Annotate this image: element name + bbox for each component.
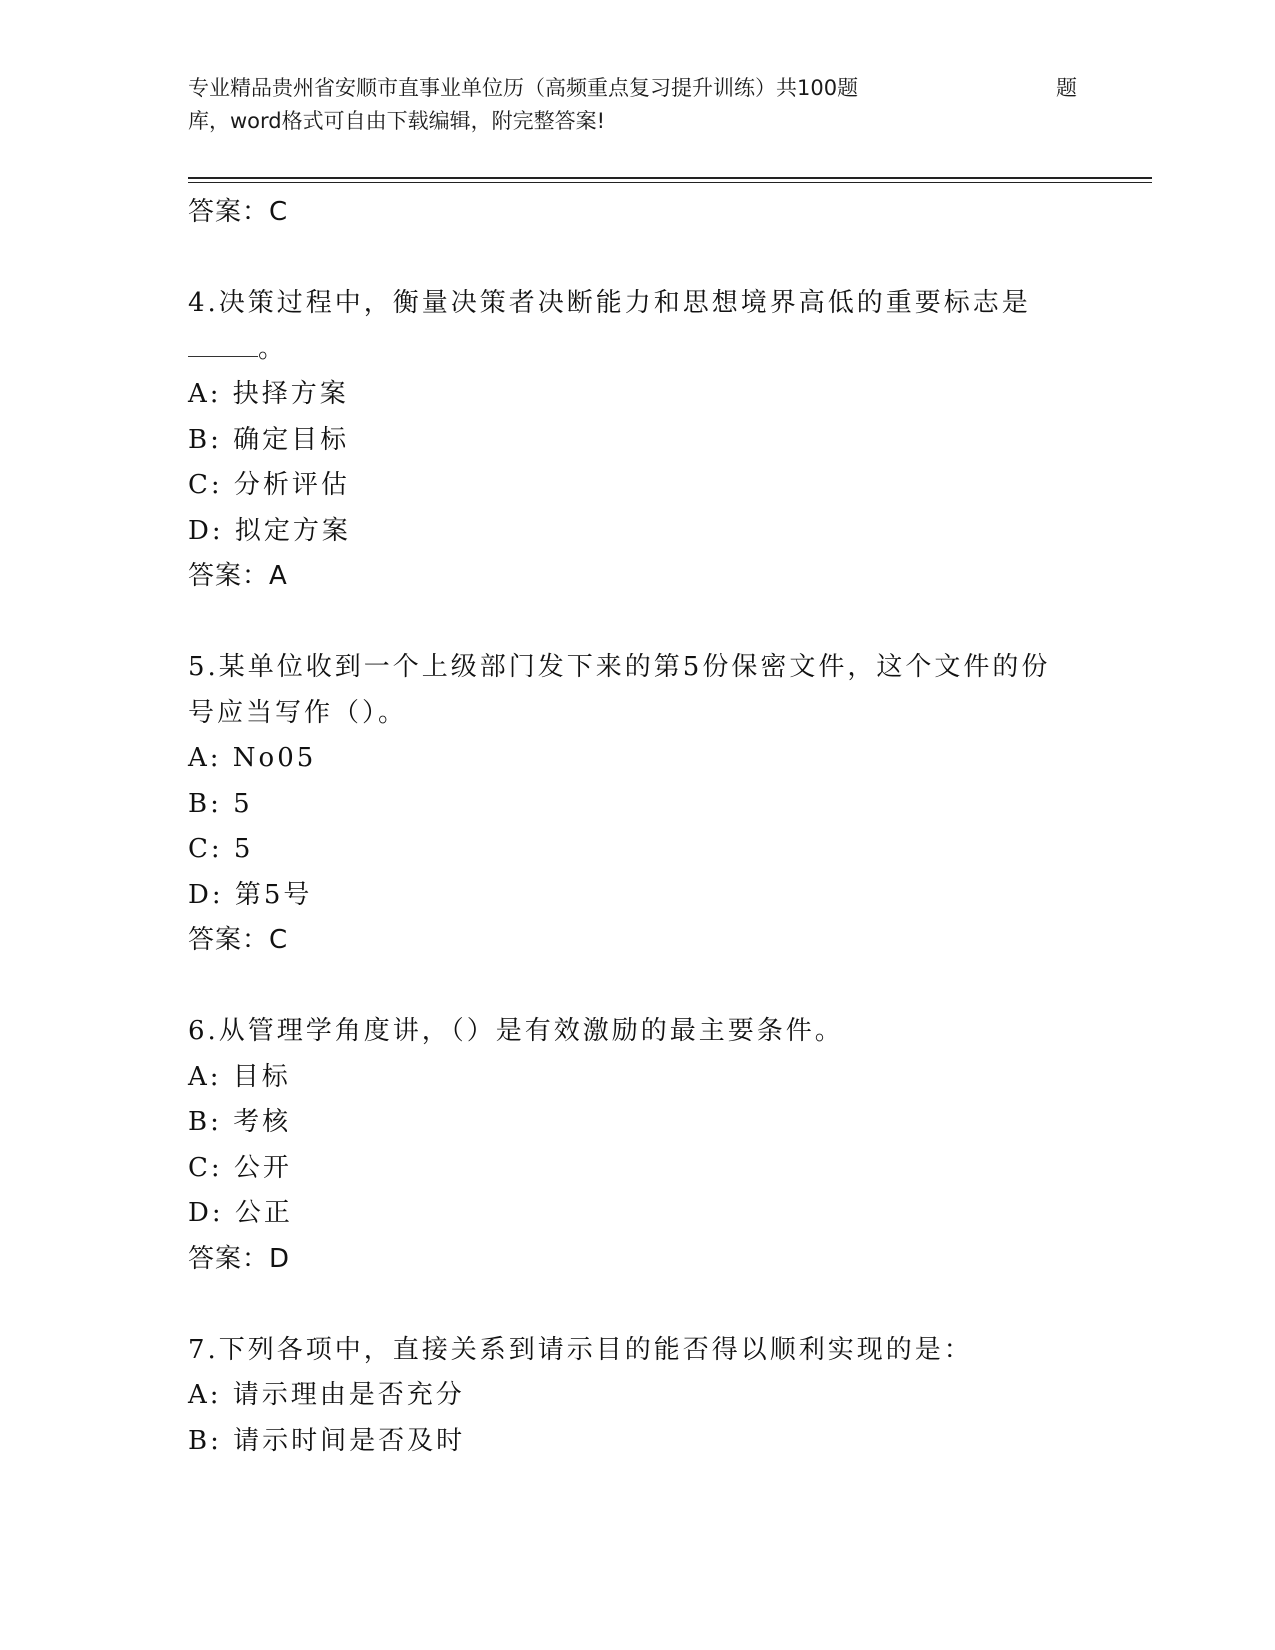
header-title-text: 专业精品贵州省安顺市直事业单位历（高频重点复习提升训练）共100题	[188, 76, 859, 100]
question-5-stem-line-2: 号应当写作（）。	[188, 697, 408, 728]
question-4-answer: 答案：A	[188, 561, 288, 591]
question-list	[188, 190, 1088, 1464]
answer-previous: 答案：C	[188, 197, 289, 227]
question-4-stem-end: 。	[258, 333, 285, 364]
question-6-answer: 答案：D	[188, 1243, 291, 1274]
fill-blank-underline	[188, 336, 258, 357]
header-line-1	[188, 72, 1088, 105]
header-rule-thick	[188, 177, 1152, 179]
question-4-option-d: D: 拟定方案	[188, 515, 351, 546]
document-header	[188, 72, 1088, 138]
question-6-option-c: C: 公开	[188, 1152, 292, 1183]
question-6-option-b: B: 考核	[188, 1107, 292, 1137]
question-4-option-c: C: 分析评估	[188, 470, 350, 500]
question-5-option-b: B: 5	[188, 788, 253, 819]
question-5-option-a: A: No05	[188, 743, 317, 773]
question-4-blank	[188, 327, 1088, 373]
question-6-stem: 6.从管理学角度讲，（）是有效激励的最主要条件。	[188, 1016, 844, 1046]
question-5-stem-line-1: 5.某单位收到一个上级部门发下来的第5份保密文件，这个文件的份	[188, 652, 1051, 682]
question-7-stem: 7.下列各项中，直接关系到请示目的能否得以顺利实现的是：	[188, 1334, 973, 1365]
question-4-option-b: B: 确定目标	[188, 424, 350, 455]
question-7-option-a: A: 请示理由是否充分	[188, 1380, 465, 1410]
header-rule-thin	[188, 182, 1152, 183]
question-6-option-d: D: 公正	[188, 1198, 293, 1228]
question-5-option-d: D: 第5号	[188, 879, 313, 910]
question-6-option-a: A: 目标	[188, 1061, 291, 1092]
spacer	[188, 600, 1088, 646]
spacer	[188, 1282, 1088, 1328]
header-line-2: 库，word格式可自由下载编辑，附完整答案!	[188, 109, 606, 133]
spacer	[188, 964, 1088, 1010]
question-4-stem: 4.决策过程中，衡量决策者决断能力和思想境界高低的重要标志是	[188, 288, 1031, 318]
spacer	[188, 236, 1088, 282]
question-4-option-a: A: 抉择方案	[188, 379, 349, 409]
question-5-option-c: C: 5	[188, 834, 254, 864]
header-title-tail: 题	[1056, 76, 1077, 100]
question-5-answer: 答案：C	[188, 925, 289, 955]
question-7-option-b: B: 请示时间是否及时	[188, 1425, 466, 1456]
